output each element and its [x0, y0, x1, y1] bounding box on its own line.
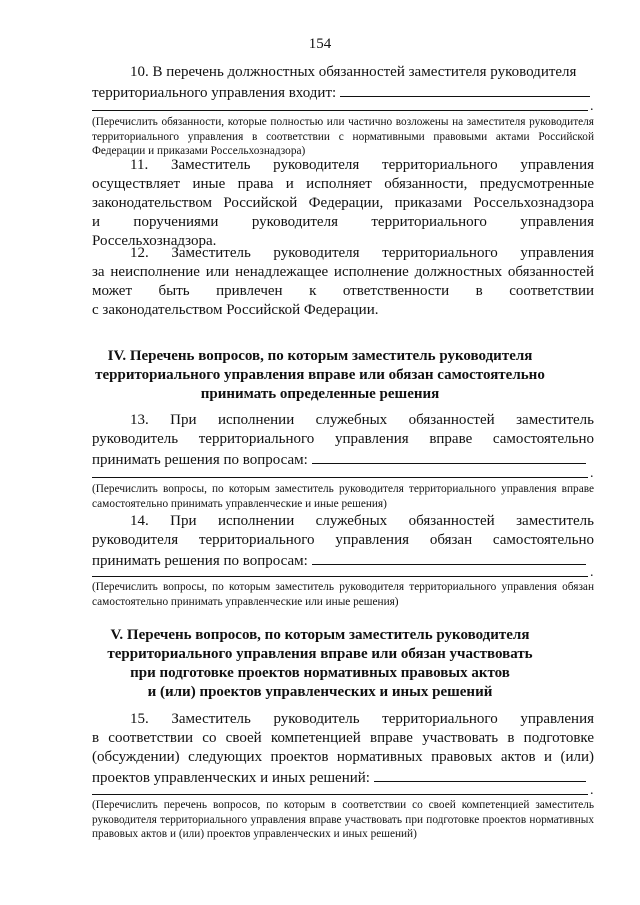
item-14-fill-line [312, 550, 586, 565]
item-10-note: (Перечислить обязанности, которые полностью или частично возложены на заместителя руководителя территориального управления в соответствии с нормативными правовыми актами Российской Федерации и приказами Россельхознадзора) [92, 116, 594, 157]
item-14-line-3-text: принимать решения по вопросам: [92, 553, 308, 569]
section-4-heading-line-1: IV. Перечень вопросов, по которым заместитель руководителя [107, 348, 533, 364]
item-13-rule [92, 477, 588, 478]
section-5-heading-line-4: и (или) проектов управленческих и иных решений [147, 684, 493, 700]
item-10-rule [92, 110, 588, 111]
section-4-heading [60, 347, 580, 404]
item-10-line-2-text: территориального управления входит: [92, 85, 337, 101]
item-12-line-4: с законодательством Российской Федерации. [92, 302, 379, 318]
section-4-heading-line-3: принимать определенные решения [200, 386, 440, 402]
item-10-line-1: 10. В перечень должностных обязанностей заместителя руководителя [130, 64, 577, 80]
item-12-line-1: 12. Заместитель руководителя территориального управления [130, 245, 594, 261]
item-13-rule-dot: . [590, 466, 594, 481]
item-13-line-3-text: принимать решения по вопросам: [92, 452, 308, 468]
item-13-line-3 [92, 449, 594, 470]
item-13-line-2: руководитель территориального управления вправе самостоятельно [92, 431, 594, 447]
item-11-line-1: 11. Заместитель руководителя территориального управления [130, 157, 594, 173]
item-15-line-4-text: проектов управленческих и иных решений: [92, 770, 370, 786]
item-14-rule [92, 576, 588, 577]
item-10-line-2 [92, 82, 594, 103]
page-number: 154 [308, 36, 332, 52]
item-14 [92, 512, 594, 571]
item-13 [92, 411, 594, 470]
item-10-rule-dot: . [590, 99, 594, 114]
item-14-note: (Перечислить вопросы, по которым заместитель руководителя территориального управления обязан самостоятельно принимать управленческие или иные решения) [92, 581, 594, 608]
item-12-line-3: может быть привлечен к ответственности в соответствии [92, 283, 594, 299]
section-4-heading-line-2: территориального управления вправе или обязан самостоятельно [95, 367, 545, 383]
item-10 [92, 63, 594, 103]
item-14-rule-dot: . [590, 565, 594, 580]
item-15-rule-dot: . [590, 783, 594, 798]
item-15 [92, 710, 594, 788]
item-11-line-3: законодательством Российской Федерации, приказами Россельхознадзора [92, 195, 594, 211]
item-15-fill-line [374, 767, 586, 782]
item-11-line-4: и поручениями руководителя территориального управления [92, 214, 594, 230]
item-15-line-4 [92, 767, 594, 788]
item-15-line-1: 15. Заместитель руководитель территориального управления [130, 711, 594, 727]
item-12 [92, 244, 594, 320]
section-5-heading-line-2: территориального управления вправе или обязан участвовать [107, 646, 533, 662]
item-14-line-2: руководителя территориального управления обязан самостоятельно [92, 532, 594, 548]
section-5-heading [60, 626, 580, 702]
item-13-line-1: 13. При исполнении служебных обязанностей заместитель [130, 412, 594, 428]
item-15-rule [92, 794, 588, 795]
item-15-note: (Перечислить перечень вопросов, по которым в соответствии со своей компетенцией заместитель руководителя территориального управления вправе участвовать при подготовке проектов нормативных правовых актов и (или) проектов управленческих и иных решений) [92, 799, 594, 840]
item-13-fill-line [312, 449, 586, 464]
item-10-fill-line [340, 82, 590, 97]
item-15-line-3: (обсуждении) следующих проектов нормативных правовых актов и (или) [92, 749, 594, 765]
section-5-heading-line-3: при подготовке проектов нормативных правовых актов [130, 665, 510, 681]
item-14-line-3 [92, 550, 594, 571]
item-11-line-5: Россельхознадзора. [92, 233, 217, 249]
item-12-line-2: за неисполнение или ненадлежащее исполнение должностных обязанностей [92, 264, 594, 280]
item-11 [92, 156, 594, 251]
section-5-heading-line-1: V. Перечень вопросов, по которым заместитель руководителя [110, 627, 530, 643]
item-11-line-2: осуществляет иные права и исполняет обязанности, предусмотренные [92, 176, 594, 192]
item-13-note: (Перечислить вопросы, по которым заместитель руководителя территориального управления вправе самостоятельно принимать управленческие и иные решения) [92, 483, 594, 510]
item-15-line-2: в соответствии со своей компетенцией вправе участвовать в подготовке [92, 730, 594, 746]
item-14-line-1: 14. При исполнении служебных обязанностей заместитель [130, 513, 594, 529]
